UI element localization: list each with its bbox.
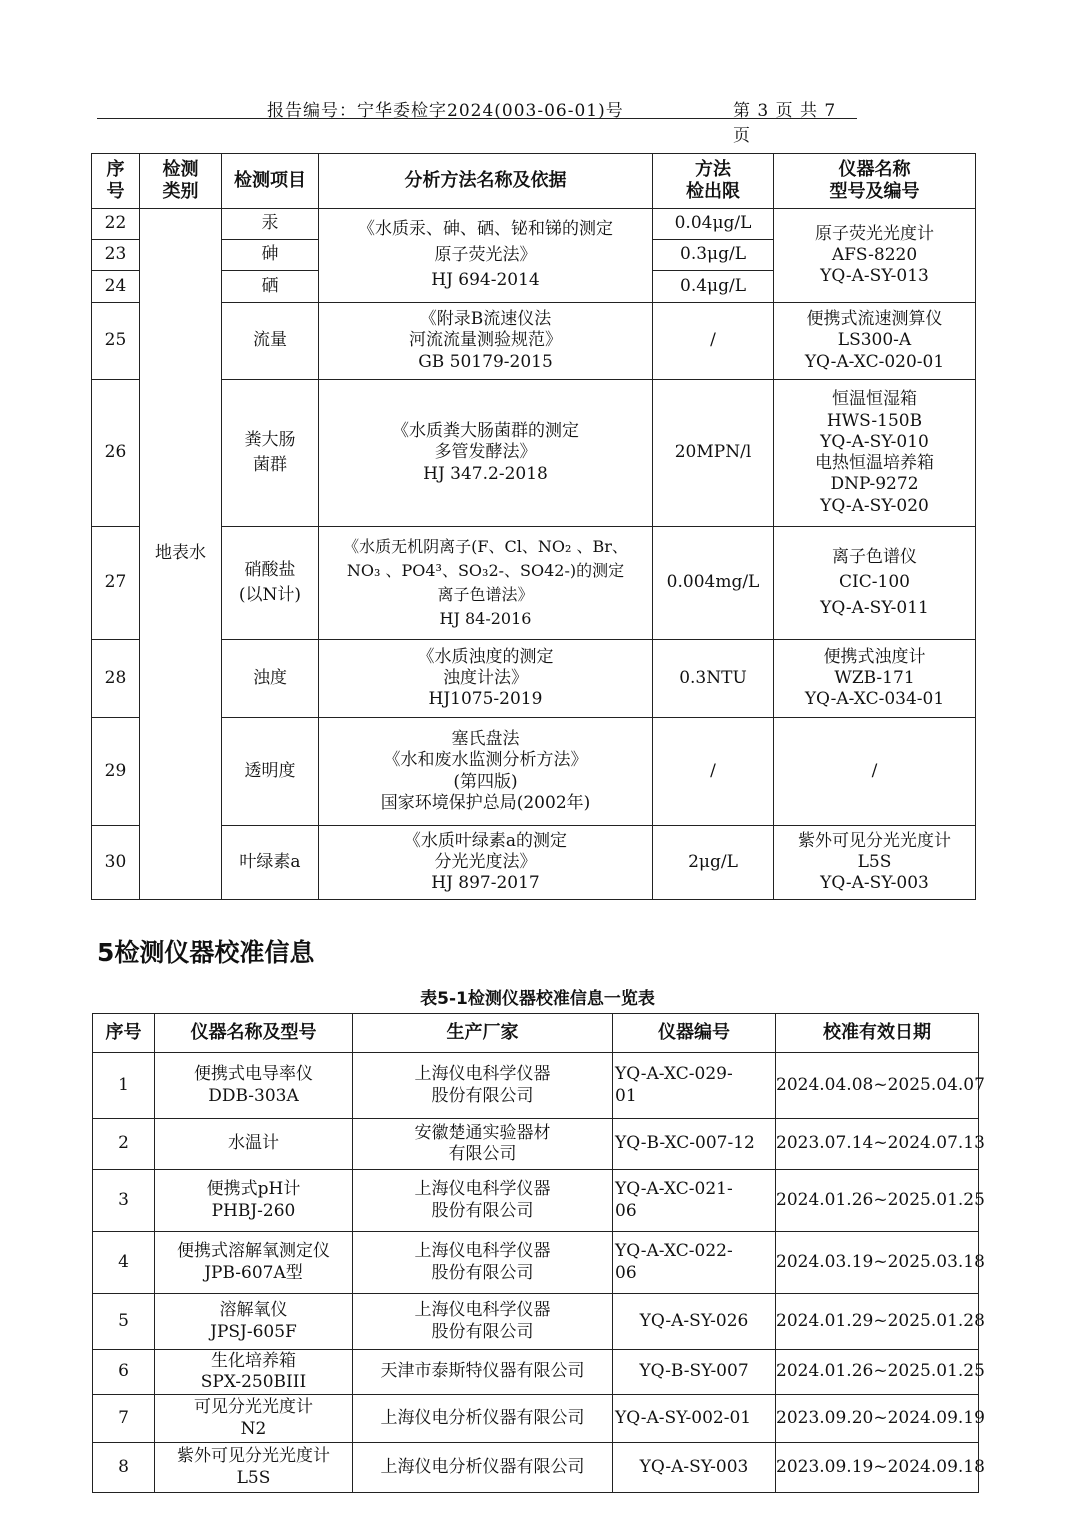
row-item: 砷 [222, 240, 319, 271]
row-name: 便携式溶解氧测定仪 JPB-607A型 [155, 1232, 353, 1294]
table-header-row [93, 1014, 979, 1053]
page-header [97, 96, 857, 146]
table-row [92, 209, 976, 240]
col-header-category: 检测 类别 [140, 154, 222, 209]
row-no: 5 [93, 1294, 155, 1350]
row-no: 26 [92, 380, 140, 527]
row-instrument: 便携式浊度计 WZB-171 YQ-A-XC-034-01 [774, 640, 976, 718]
row-date: 2024.01.26~2025.01.25 [776, 1350, 979, 1395]
row-maker: 上海仪电科学仪器 股份有限公司 [353, 1053, 613, 1119]
row-item: 硒 [222, 271, 319, 303]
row-limit: 0.3μg/L [653, 240, 774, 271]
row-code: YQ-A-SY-003 [613, 1443, 776, 1493]
row-no: 30 [92, 826, 140, 900]
table-row [93, 1294, 979, 1350]
row-item: 粪大肠 菌群 [222, 380, 319, 527]
row-method: 《水质无机阴离子(F、Cl、NO₂ 、Br、 NO₃ 、PO4³、SO₃2-、SO42-)的测定 离子色谱法》 HJ 84-2016 [319, 527, 653, 640]
table-row [92, 718, 976, 826]
col-header-instrument: 仪器名称 型号及编号 [774, 154, 976, 209]
row-limit: 0.004mg/L [653, 527, 774, 640]
table-row [93, 1395, 979, 1443]
row-code: YQ-A-XC-029- 01 [613, 1053, 776, 1119]
row-no: 24 [92, 271, 140, 303]
row-name: 生化培养箱 SPX-250BIII [155, 1350, 353, 1395]
row-limit: / [653, 718, 774, 826]
col-header-no: 序 号 [92, 154, 140, 209]
row-date: 2023.09.20~2024.09.19 [776, 1395, 979, 1443]
row-method: 《水质浊度的测定 浊度计法》 HJ1075-2019 [319, 640, 653, 718]
row-no: 2 [93, 1119, 155, 1170]
row-method: 《水质粪大肠菌群的测定 多管发酵法》 HJ 347.2-2018 [319, 380, 653, 527]
row-item: 汞 [222, 209, 319, 240]
row-instrument: 原子荧光光度计 AFS-8220 YQ-A-SY-013 [774, 209, 976, 303]
row-limit: / [653, 303, 774, 380]
row-name: 紫外可见分光光度计 L5S [155, 1443, 353, 1493]
row-instrument: 恒温恒湿箱 HWS-150B YQ-A-SY-010 电热恒温培养箱 DNP-9272 YQ-A-SY-020 [774, 380, 976, 527]
table-row [93, 1170, 979, 1232]
calibration-table [92, 1013, 985, 1493]
row-method: 《附录B流速仪法 河流流量测验规范》 GB 50179-2015 [319, 303, 653, 380]
row-no: 8 [93, 1443, 155, 1493]
table-header-row [92, 154, 976, 209]
row-item: 叶绿素a [222, 826, 319, 900]
col-header-date: 校准有效日期 [776, 1014, 979, 1053]
row-date: 2023.09.19~2024.09.18 [776, 1443, 979, 1493]
row-no: 28 [92, 640, 140, 718]
table-row [93, 1443, 979, 1493]
col-header-maker: 生产厂家 [353, 1014, 613, 1053]
row-limit: 20MPN/l [653, 380, 774, 527]
row-item: 硝酸盐 (以N计) [222, 527, 319, 640]
row-code: YQ-A-XC-021- 06 [613, 1170, 776, 1232]
table-row [92, 303, 976, 380]
table-row [92, 640, 976, 718]
row-code: YQ-A-SY-002-01 [613, 1395, 776, 1443]
row-instrument: 便携式流速测算仪 LS300-A YQ-A-XC-020-01 [774, 303, 976, 380]
col-header-limit: 方法 检出限 [653, 154, 774, 209]
row-name: 溶解氧仪 JPSJ-605F [155, 1294, 353, 1350]
section-title: 5检测仪器校准信息 [97, 938, 315, 967]
row-method: 《水质汞、砷、硒、铋和锑的测定 原子荧光法》 HJ 694-2014 [319, 209, 653, 303]
row-maker: 上海仪电科学仪器 股份有限公司 [353, 1232, 613, 1294]
row-no: 7 [93, 1395, 155, 1443]
row-limit: 2μg/L [653, 826, 774, 900]
table-row [93, 1232, 979, 1294]
row-instrument: 离子色谱仪 CIC-100 YQ-A-SY-011 [774, 527, 976, 640]
col-header-name: 仪器名称及型号 [155, 1014, 353, 1053]
row-name: 便携式电导率仪 DDB-303A [155, 1053, 353, 1119]
row-name: 可见分光光度计 N2 [155, 1395, 353, 1443]
row-code: YQ-B-XC-007-12 [613, 1119, 776, 1170]
row-code: YQ-B-SY-007 [613, 1350, 776, 1395]
row-date: 2023.07.14~2024.07.13 [776, 1119, 979, 1170]
row-no: 22 [92, 209, 140, 240]
category-cell: 地表水 [140, 209, 222, 900]
row-no: 1 [93, 1053, 155, 1119]
row-date: 2024.01.29~2025.01.28 [776, 1294, 979, 1350]
table-row [93, 1119, 979, 1170]
row-name: 水温计 [155, 1119, 353, 1170]
row-date: 2024.04.08~2025.04.07 [776, 1053, 979, 1119]
row-maker: 上海仪电分析仪器有限公司 [353, 1395, 613, 1443]
col-header-method: 分析方法名称及依据 [319, 154, 653, 209]
row-item: 浊度 [222, 640, 319, 718]
row-code: YQ-A-SY-026 [613, 1294, 776, 1350]
row-limit: 0.4μg/L [653, 271, 774, 303]
row-date: 2024.03.19~2025.03.18 [776, 1232, 979, 1294]
row-instrument: 紫外可见分光光度计 L5S YQ-A-SY-003 [774, 826, 976, 900]
row-method: 塞氏盘法 《水和废水监测分析方法》 (第四版) 国家环境保护总局(2002年) [319, 718, 653, 826]
col-header-code: 仪器编号 [613, 1014, 776, 1053]
row-no: 4 [93, 1232, 155, 1294]
row-no: 25 [92, 303, 140, 380]
row-maker: 上海仪电科学仪器 股份有限公司 [353, 1294, 613, 1350]
row-no: 6 [93, 1350, 155, 1395]
row-instrument: / [774, 718, 976, 826]
row-limit: 0.04μg/L [653, 209, 774, 240]
row-maker: 安徽楚通实验器材 有限公司 [353, 1119, 613, 1170]
col-header-item: 检测项目 [222, 154, 319, 209]
page-info: 第 3 页 共 7 页 [733, 101, 837, 146]
report-number: 报告编号：宁华委检字2024(003-06-01)号 [267, 101, 624, 121]
row-maker: 天津市泰斯特仪器有限公司 [353, 1350, 613, 1395]
table-row [93, 1053, 979, 1119]
row-no: 3 [93, 1170, 155, 1232]
row-maker: 上海仪电科学仪器 股份有限公司 [353, 1170, 613, 1232]
row-name: 便携式pH计 PHBJ-260 [155, 1170, 353, 1232]
row-date: 2024.01.26~2025.01.25 [776, 1170, 979, 1232]
row-item: 流量 [222, 303, 319, 380]
col-header-no: 序号 [93, 1014, 155, 1053]
table-row [92, 527, 976, 640]
row-no: 27 [92, 527, 140, 640]
row-limit: 0.3NTU [653, 640, 774, 718]
table-caption: 表5-1检测仪器校准信息一览表 [420, 989, 655, 1009]
row-no: 29 [92, 718, 140, 826]
row-method: 《水质叶绿素a的测定 分光光度法》 HJ 897-2017 [319, 826, 653, 900]
table-row [92, 380, 976, 527]
row-no: 23 [92, 240, 140, 271]
table-row [93, 1350, 979, 1395]
detection-method-table [91, 153, 976, 900]
row-item: 透明度 [222, 718, 319, 826]
row-maker: 上海仪电分析仪器有限公司 [353, 1443, 613, 1493]
table-row [92, 826, 976, 900]
row-code: YQ-A-XC-022- 06 [613, 1232, 776, 1294]
